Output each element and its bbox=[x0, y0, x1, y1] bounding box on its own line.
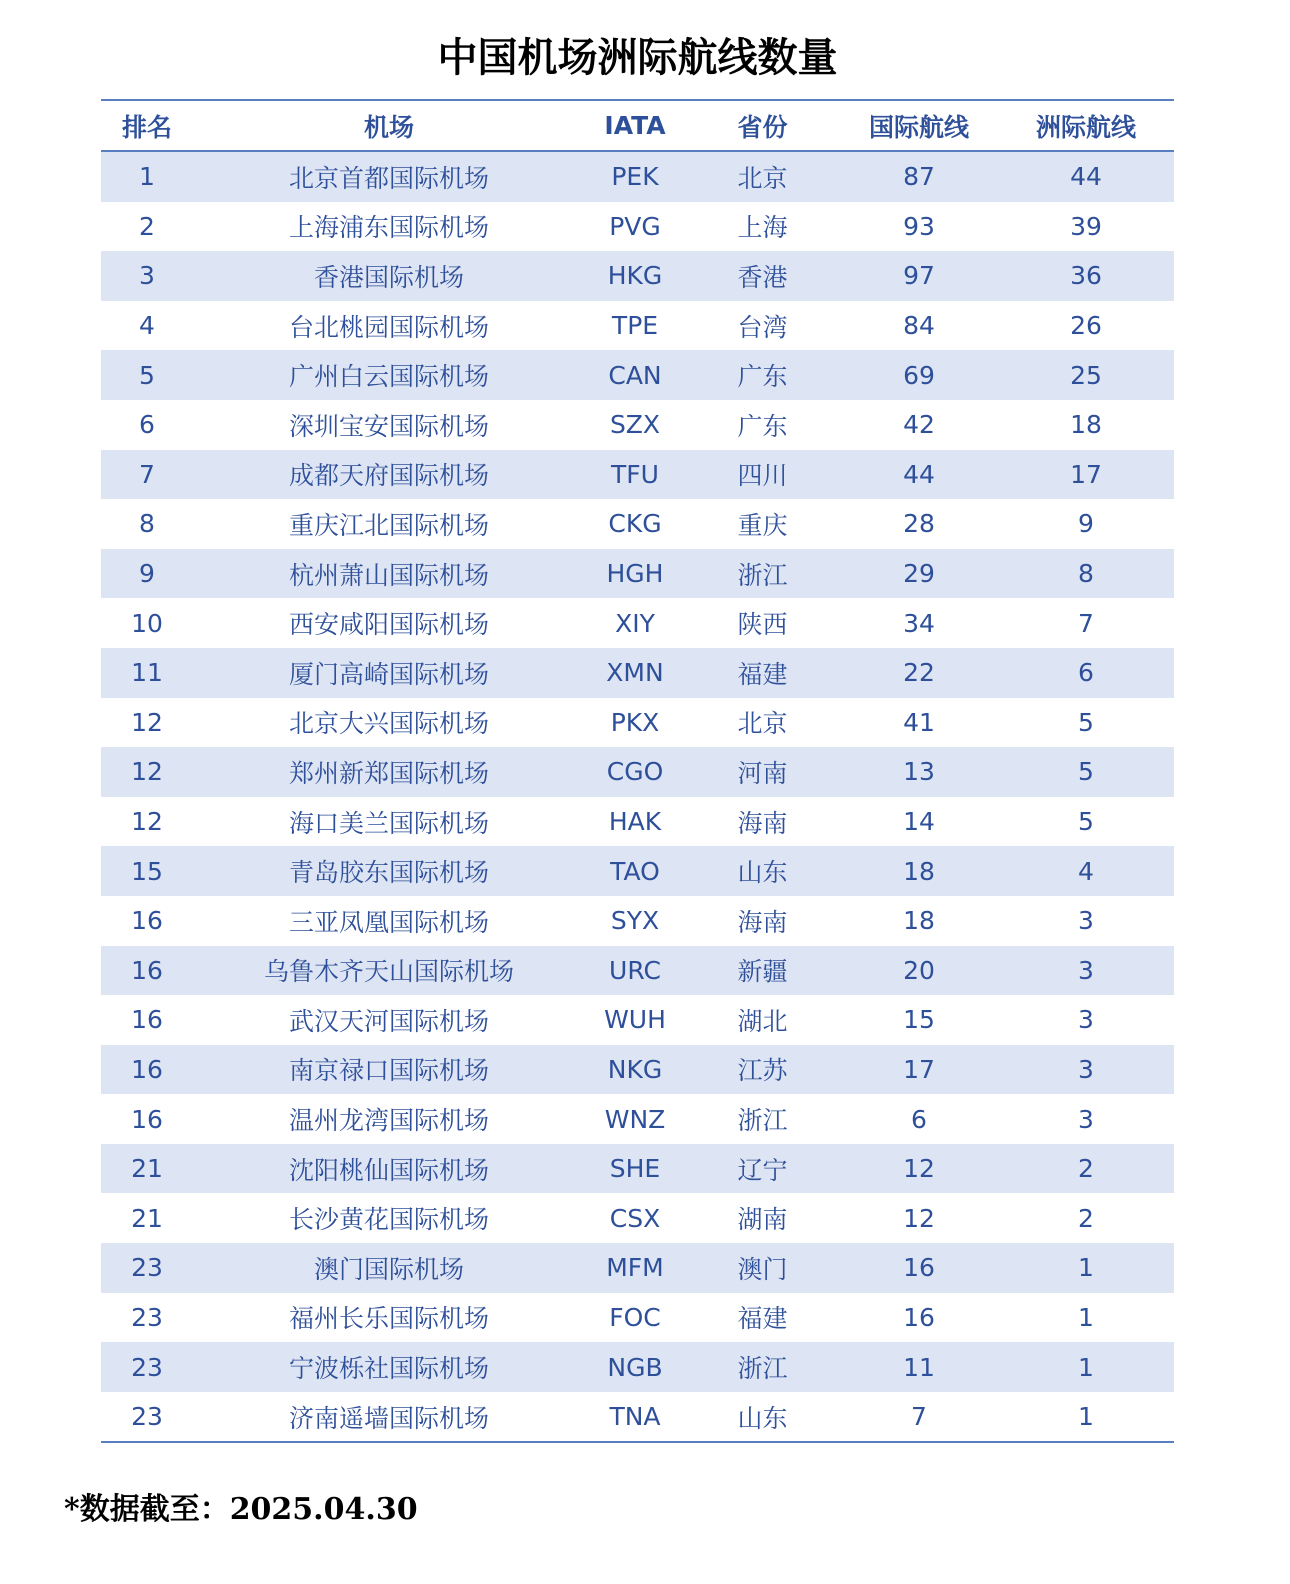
header-province: 省份 bbox=[737, 112, 788, 142]
cell-rank: 23 bbox=[131, 1352, 163, 1382]
cell-iata: NKG bbox=[607, 1054, 663, 1084]
cell-rank: 12 bbox=[131, 707, 163, 737]
cell-rank: 9 bbox=[139, 559, 155, 589]
cell-province: 重庆 bbox=[737, 510, 788, 540]
cell-airport: 南京禄口国际机场 bbox=[288, 1056, 489, 1086]
cell-province: 台湾 bbox=[737, 312, 788, 342]
cell-rank: 21 bbox=[131, 1154, 163, 1184]
table-row bbox=[101, 946, 1174, 996]
cell-international-routes: 18 bbox=[903, 906, 935, 936]
cell-airport: 重庆江北国际机场 bbox=[288, 510, 489, 540]
header-rank: 排名 bbox=[121, 112, 172, 142]
cell-iata: HAK bbox=[608, 807, 662, 837]
table-row bbox=[101, 846, 1174, 896]
cell-rank: 3 bbox=[139, 261, 155, 291]
cell-international-routes: 13 bbox=[903, 757, 935, 787]
table-row bbox=[101, 499, 1174, 549]
cell-intercontinental-routes: 26 bbox=[1070, 311, 1102, 341]
cell-iata: HKG bbox=[607, 261, 663, 291]
cell-province: 广东 bbox=[737, 362, 788, 392]
table-row bbox=[101, 598, 1174, 648]
cell-intercontinental-routes: 6 bbox=[1078, 658, 1094, 688]
cell-province: 福建 bbox=[737, 659, 788, 689]
cell-province: 湖北 bbox=[737, 1006, 788, 1036]
cell-international-routes: 97 bbox=[903, 261, 935, 291]
table-row bbox=[101, 202, 1174, 252]
cell-airport: 乌鲁木齐天山国际机场 bbox=[263, 957, 514, 987]
cell-iata: TFU bbox=[611, 459, 659, 489]
cell-airport: 杭州萧山国际机场 bbox=[288, 560, 489, 590]
cell-iata: SYX bbox=[610, 906, 660, 936]
cell-rank: 23 bbox=[131, 1253, 163, 1283]
cell-international-routes: 16 bbox=[903, 1302, 935, 1332]
cell-province: 浙江 bbox=[737, 1106, 788, 1136]
header-international-routes: 国际航线 bbox=[868, 112, 969, 142]
cell-intercontinental-routes: 3 bbox=[1078, 1005, 1094, 1035]
cell-international-routes: 69 bbox=[903, 360, 935, 390]
cell-rank: 16 bbox=[131, 1104, 163, 1134]
cell-international-routes: 18 bbox=[903, 856, 935, 886]
cell-international-routes: 12 bbox=[903, 1154, 935, 1184]
cell-province: 湖南 bbox=[737, 1205, 788, 1235]
cell-intercontinental-routes: 44 bbox=[1070, 162, 1102, 192]
cell-iata: XMN bbox=[606, 658, 664, 688]
cell-international-routes: 7 bbox=[911, 1402, 927, 1432]
cell-intercontinental-routes: 3 bbox=[1078, 1054, 1094, 1084]
cell-intercontinental-routes: 18 bbox=[1070, 410, 1102, 440]
cell-iata: SZX bbox=[609, 410, 661, 440]
cell-iata: TNA bbox=[609, 1402, 661, 1432]
cell-iata: CKG bbox=[608, 509, 662, 539]
cell-iata: NGB bbox=[607, 1352, 663, 1382]
cell-rank: 16 bbox=[131, 906, 163, 936]
cell-rank: 12 bbox=[131, 757, 163, 787]
table-row bbox=[101, 251, 1174, 301]
cell-province: 北京 bbox=[737, 163, 788, 193]
cell-airport: 深圳宝安国际机场 bbox=[288, 411, 489, 441]
cell-province: 海南 bbox=[737, 808, 788, 838]
cell-airport: 福州长乐国际机场 bbox=[288, 1304, 489, 1334]
cell-iata: URC bbox=[609, 955, 661, 985]
cell-province: 浙江 bbox=[737, 560, 788, 590]
table-bottom-rule bbox=[101, 1441, 1174, 1443]
cell-international-routes: 41 bbox=[903, 707, 935, 737]
table-row bbox=[101, 1342, 1174, 1392]
cell-airport: 西安咸阳国际机场 bbox=[288, 610, 489, 640]
cell-intercontinental-routes: 3 bbox=[1078, 1104, 1094, 1134]
cell-iata: CAN bbox=[608, 360, 662, 390]
table-row bbox=[101, 648, 1174, 698]
cell-rank: 16 bbox=[131, 1005, 163, 1035]
cell-airport: 香港国际机场 bbox=[313, 262, 464, 292]
cell-airport: 青岛胶东国际机场 bbox=[288, 858, 489, 888]
cell-airport: 武汉天河国际机场 bbox=[288, 1006, 489, 1036]
cell-iata: WUH bbox=[604, 1005, 666, 1035]
page-title: 中国机场洲际航线数量 bbox=[437, 35, 838, 81]
table-header-row bbox=[101, 101, 1174, 152]
cell-rank: 11 bbox=[131, 658, 163, 688]
cell-rank: 10 bbox=[131, 608, 163, 638]
cell-iata: TPE bbox=[611, 311, 659, 341]
cell-intercontinental-routes: 2 bbox=[1078, 1203, 1094, 1233]
header-intercontinental-routes: 洲际航线 bbox=[1035, 112, 1136, 142]
cell-iata: CSX bbox=[609, 1203, 661, 1233]
table-row bbox=[101, 1094, 1174, 1144]
airport-table bbox=[101, 99, 1174, 1443]
cell-iata: TAO bbox=[610, 856, 660, 886]
table-row bbox=[101, 549, 1174, 599]
cell-international-routes: 87 bbox=[903, 162, 935, 192]
cell-iata: HGH bbox=[606, 559, 664, 589]
table-row bbox=[101, 797, 1174, 847]
cell-province: 香港 bbox=[737, 262, 788, 292]
cell-rank: 23 bbox=[131, 1302, 163, 1332]
table-row bbox=[101, 995, 1174, 1045]
cell-rank: 7 bbox=[139, 459, 155, 489]
cell-iata: PVG bbox=[609, 211, 661, 241]
cell-intercontinental-routes: 5 bbox=[1078, 807, 1094, 837]
cell-iata: FOC bbox=[609, 1302, 661, 1332]
cell-international-routes: 20 bbox=[903, 955, 935, 985]
cell-airport: 上海浦东国际机场 bbox=[288, 213, 489, 243]
cell-rank: 12 bbox=[131, 807, 163, 837]
cell-intercontinental-routes: 17 bbox=[1070, 459, 1102, 489]
cell-rank: 23 bbox=[131, 1402, 163, 1432]
table-row bbox=[101, 350, 1174, 400]
cell-intercontinental-routes: 3 bbox=[1078, 955, 1094, 985]
cell-rank: 21 bbox=[131, 1203, 163, 1233]
cell-iata: XIY bbox=[615, 608, 655, 638]
cell-intercontinental-routes: 39 bbox=[1070, 211, 1102, 241]
cell-international-routes: 14 bbox=[903, 807, 935, 837]
cell-province: 广东 bbox=[737, 411, 788, 441]
table-row bbox=[101, 400, 1174, 450]
cell-airport: 海口美兰国际机场 bbox=[288, 808, 489, 838]
cell-intercontinental-routes: 9 bbox=[1078, 509, 1094, 539]
cell-intercontinental-routes: 4 bbox=[1078, 856, 1094, 886]
cell-intercontinental-routes: 2 bbox=[1078, 1154, 1094, 1184]
cell-international-routes: 28 bbox=[903, 509, 935, 539]
table-row bbox=[101, 1243, 1174, 1293]
cell-international-routes: 11 bbox=[903, 1352, 935, 1382]
table-row bbox=[101, 450, 1174, 500]
cell-rank: 16 bbox=[131, 1054, 163, 1084]
cell-province: 陕西 bbox=[737, 610, 788, 640]
cell-intercontinental-routes: 5 bbox=[1078, 707, 1094, 737]
cell-intercontinental-routes: 1 bbox=[1078, 1402, 1094, 1432]
header-iata: IATA bbox=[604, 111, 666, 140]
data-date-footnote: *数据截至：2025.04.30 bbox=[64, 1492, 418, 1527]
cell-intercontinental-routes: 8 bbox=[1078, 559, 1094, 589]
cell-intercontinental-routes: 36 bbox=[1070, 261, 1102, 291]
cell-province: 海南 bbox=[737, 907, 788, 937]
cell-province: 辽宁 bbox=[737, 1155, 788, 1185]
cell-rank: 15 bbox=[131, 856, 163, 886]
cell-international-routes: 15 bbox=[903, 1005, 935, 1035]
cell-rank: 5 bbox=[139, 360, 155, 390]
cell-airport: 北京首都国际机场 bbox=[288, 163, 489, 193]
cell-province: 山东 bbox=[737, 858, 788, 888]
cell-airport: 郑州新郑国际机场 bbox=[288, 758, 489, 788]
cell-international-routes: 16 bbox=[903, 1253, 935, 1283]
cell-intercontinental-routes: 1 bbox=[1078, 1253, 1094, 1283]
header-airport: 机场 bbox=[363, 112, 414, 142]
cell-province: 北京 bbox=[737, 709, 788, 739]
cell-airport: 成都天府国际机场 bbox=[288, 461, 489, 491]
table-row bbox=[101, 698, 1174, 748]
table-row bbox=[101, 1144, 1174, 1194]
cell-airport: 沈阳桃仙国际机场 bbox=[288, 1155, 489, 1185]
cell-international-routes: 22 bbox=[903, 658, 935, 688]
cell-international-routes: 42 bbox=[903, 410, 935, 440]
cell-international-routes: 34 bbox=[903, 608, 935, 638]
cell-international-routes: 17 bbox=[903, 1054, 935, 1084]
cell-iata: MFM bbox=[606, 1253, 664, 1283]
cell-airport: 长沙黄花国际机场 bbox=[288, 1205, 489, 1235]
cell-airport: 台北桃园国际机场 bbox=[288, 312, 489, 342]
cell-intercontinental-routes: 5 bbox=[1078, 757, 1094, 787]
cell-international-routes: 84 bbox=[903, 311, 935, 341]
cell-international-routes: 12 bbox=[903, 1203, 935, 1233]
table-row bbox=[101, 1045, 1174, 1095]
cell-rank: 4 bbox=[139, 311, 155, 341]
table-row bbox=[101, 896, 1174, 946]
table-row bbox=[101, 152, 1174, 202]
cell-international-routes: 29 bbox=[903, 559, 935, 589]
cell-airport: 三亚凤凰国际机场 bbox=[288, 907, 489, 937]
cell-rank: 1 bbox=[139, 162, 155, 192]
cell-airport: 北京大兴国际机场 bbox=[288, 709, 489, 739]
cell-province: 浙江 bbox=[737, 1354, 788, 1384]
cell-rank: 2 bbox=[139, 211, 155, 241]
cell-province: 江苏 bbox=[737, 1056, 788, 1086]
cell-iata: PKX bbox=[610, 707, 660, 737]
cell-intercontinental-routes: 1 bbox=[1078, 1352, 1094, 1382]
table-row bbox=[101, 747, 1174, 797]
cell-rank: 6 bbox=[139, 410, 155, 440]
cell-rank: 16 bbox=[131, 955, 163, 985]
cell-airport: 济南遥墙国际机场 bbox=[288, 1403, 489, 1433]
table-row bbox=[101, 1293, 1174, 1343]
table-row bbox=[101, 1392, 1174, 1442]
cell-intercontinental-routes: 1 bbox=[1078, 1302, 1094, 1332]
cell-international-routes: 44 bbox=[903, 459, 935, 489]
cell-intercontinental-routes: 25 bbox=[1070, 360, 1102, 390]
cell-rank: 8 bbox=[139, 509, 155, 539]
cell-province: 上海 bbox=[737, 213, 788, 243]
cell-province: 新疆 bbox=[737, 957, 788, 987]
cell-airport: 厦门高崎国际机场 bbox=[288, 659, 489, 689]
cell-intercontinental-routes: 7 bbox=[1078, 608, 1094, 638]
table-row bbox=[101, 301, 1174, 351]
cell-iata: SHE bbox=[609, 1154, 661, 1184]
table-body bbox=[101, 152, 1174, 1441]
cell-province: 四川 bbox=[737, 461, 788, 491]
cell-airport: 澳门国际机场 bbox=[313, 1254, 464, 1284]
cell-airport: 温州龙湾国际机场 bbox=[288, 1106, 489, 1136]
cell-airport: 宁波栎社国际机场 bbox=[288, 1354, 489, 1384]
cell-airport: 广州白云国际机场 bbox=[288, 362, 489, 392]
cell-province: 福建 bbox=[737, 1304, 788, 1334]
cell-province: 澳门 bbox=[737, 1254, 788, 1284]
cell-iata: PEK bbox=[611, 162, 659, 192]
cell-iata: CGO bbox=[606, 757, 664, 787]
cell-intercontinental-routes: 3 bbox=[1078, 906, 1094, 936]
cell-province: 河南 bbox=[737, 758, 788, 788]
table-row bbox=[101, 1193, 1174, 1243]
cell-iata: WNZ bbox=[604, 1104, 666, 1134]
cell-international-routes: 93 bbox=[903, 211, 935, 241]
cell-international-routes: 6 bbox=[911, 1104, 927, 1134]
cell-province: 山东 bbox=[737, 1403, 788, 1433]
